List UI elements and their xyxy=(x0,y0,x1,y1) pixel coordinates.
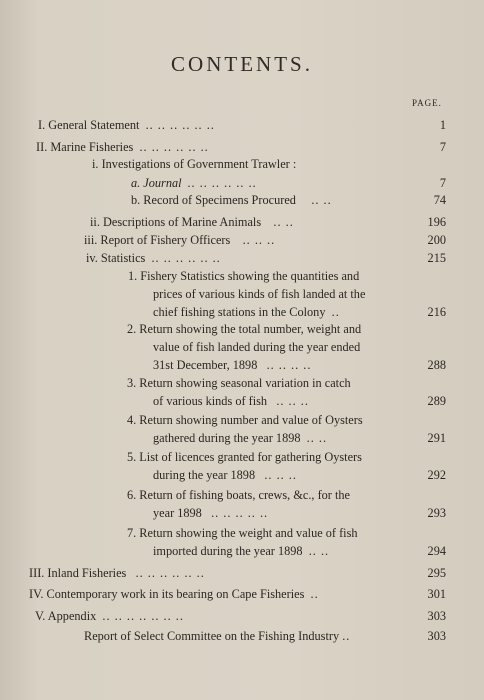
toc-entry: 2. Return showing the total number, weight and xyxy=(127,322,362,336)
toc-entry: II. Marine Fisheries .. .. .. .. .. .. xyxy=(36,140,209,154)
toc-entry: iii. Report of Fishery Officers .. .. .. xyxy=(84,233,276,247)
toc-entry: V. Appendix .. .. .. .. .. .. .. xyxy=(35,609,184,623)
toc-page-number: 216 xyxy=(427,305,446,319)
toc-entry: of various kinds of fish .. .. .. xyxy=(153,394,309,408)
toc-entry: a. Journal .. .. .. .. .. .. xyxy=(131,176,257,190)
toc-page-number: 303 xyxy=(427,609,446,623)
page-column-label: PAGE. xyxy=(412,98,442,108)
toc-entry: IV. Contemporary work in its bearing on Cape Fisheries .. xyxy=(29,587,319,601)
toc-page-number: 74 xyxy=(433,193,446,207)
toc-entry: during the year 1898 .. .. .. xyxy=(153,468,297,482)
toc-entry: value of fish landed during the year ended xyxy=(153,340,361,354)
toc-entry: 4. Return showing number and value of Oysters xyxy=(127,413,363,427)
toc-page-number: 293 xyxy=(427,506,446,520)
toc-page-number: 215 xyxy=(427,251,446,265)
contents-heading: CONTENTS. xyxy=(171,52,313,76)
toc-page-number: 196 xyxy=(427,215,446,229)
toc-page-number: 1 xyxy=(439,118,446,132)
toc-page-number: 7 xyxy=(439,176,446,190)
toc-entry: 3. Return showing seasonal variation in catch xyxy=(127,376,351,390)
toc-entry: imported during the year 1898 .. .. xyxy=(153,544,330,558)
toc-page-number: 303 xyxy=(427,629,446,643)
toc-entry: 31st December, 1898 .. .. .. .. xyxy=(153,358,312,372)
toc-entry: 6. Return of fishing boats, crews, &c., for the xyxy=(127,488,351,502)
toc-entry: year 1898 .. .. .. .. .. xyxy=(153,506,269,520)
toc-page-number: 289 xyxy=(427,394,446,408)
toc-page-number: 7 xyxy=(439,140,446,154)
toc-page-number: 292 xyxy=(427,468,446,482)
toc-entry: chief fishing stations in the Colony .. xyxy=(153,305,340,319)
toc-entry: prices of various kinds of fish landed at the xyxy=(153,287,366,301)
toc-entry: I. General Statement .. .. .. .. .. .. xyxy=(38,118,215,132)
toc-entry: Report of Select Committee on the Fishing Industry .. xyxy=(84,629,351,643)
toc-entry: gathered during the year 1898 .. .. xyxy=(153,431,328,445)
toc-entry: iv. Statistics .. .. .. .. .. .. xyxy=(86,251,221,265)
toc-entry: ii. Descriptions of Marine Animals .. .. xyxy=(90,215,294,229)
toc-entry: 7. Return showing the weight and value of fish xyxy=(127,526,358,540)
toc-entry: i. Investigations of Government Trawler : xyxy=(92,157,297,171)
toc-entry: III. Inland Fisheries .. .. .. .. .. .. xyxy=(29,566,205,580)
toc-page-number: 200 xyxy=(427,233,446,247)
toc-entry: b. Record of Specimens Procured .. .. xyxy=(131,193,332,207)
toc-page-number: 295 xyxy=(427,566,446,580)
toc-entry: 5. List of licences granted for gathering Oysters xyxy=(127,450,362,464)
toc-page-number: 288 xyxy=(427,358,446,372)
toc-page-number: 291 xyxy=(427,431,446,445)
toc-entry: 1. Fishery Statistics showing the quantities and xyxy=(128,269,360,283)
toc-page-number: 294 xyxy=(427,544,446,558)
toc-page-number: 301 xyxy=(427,587,446,601)
